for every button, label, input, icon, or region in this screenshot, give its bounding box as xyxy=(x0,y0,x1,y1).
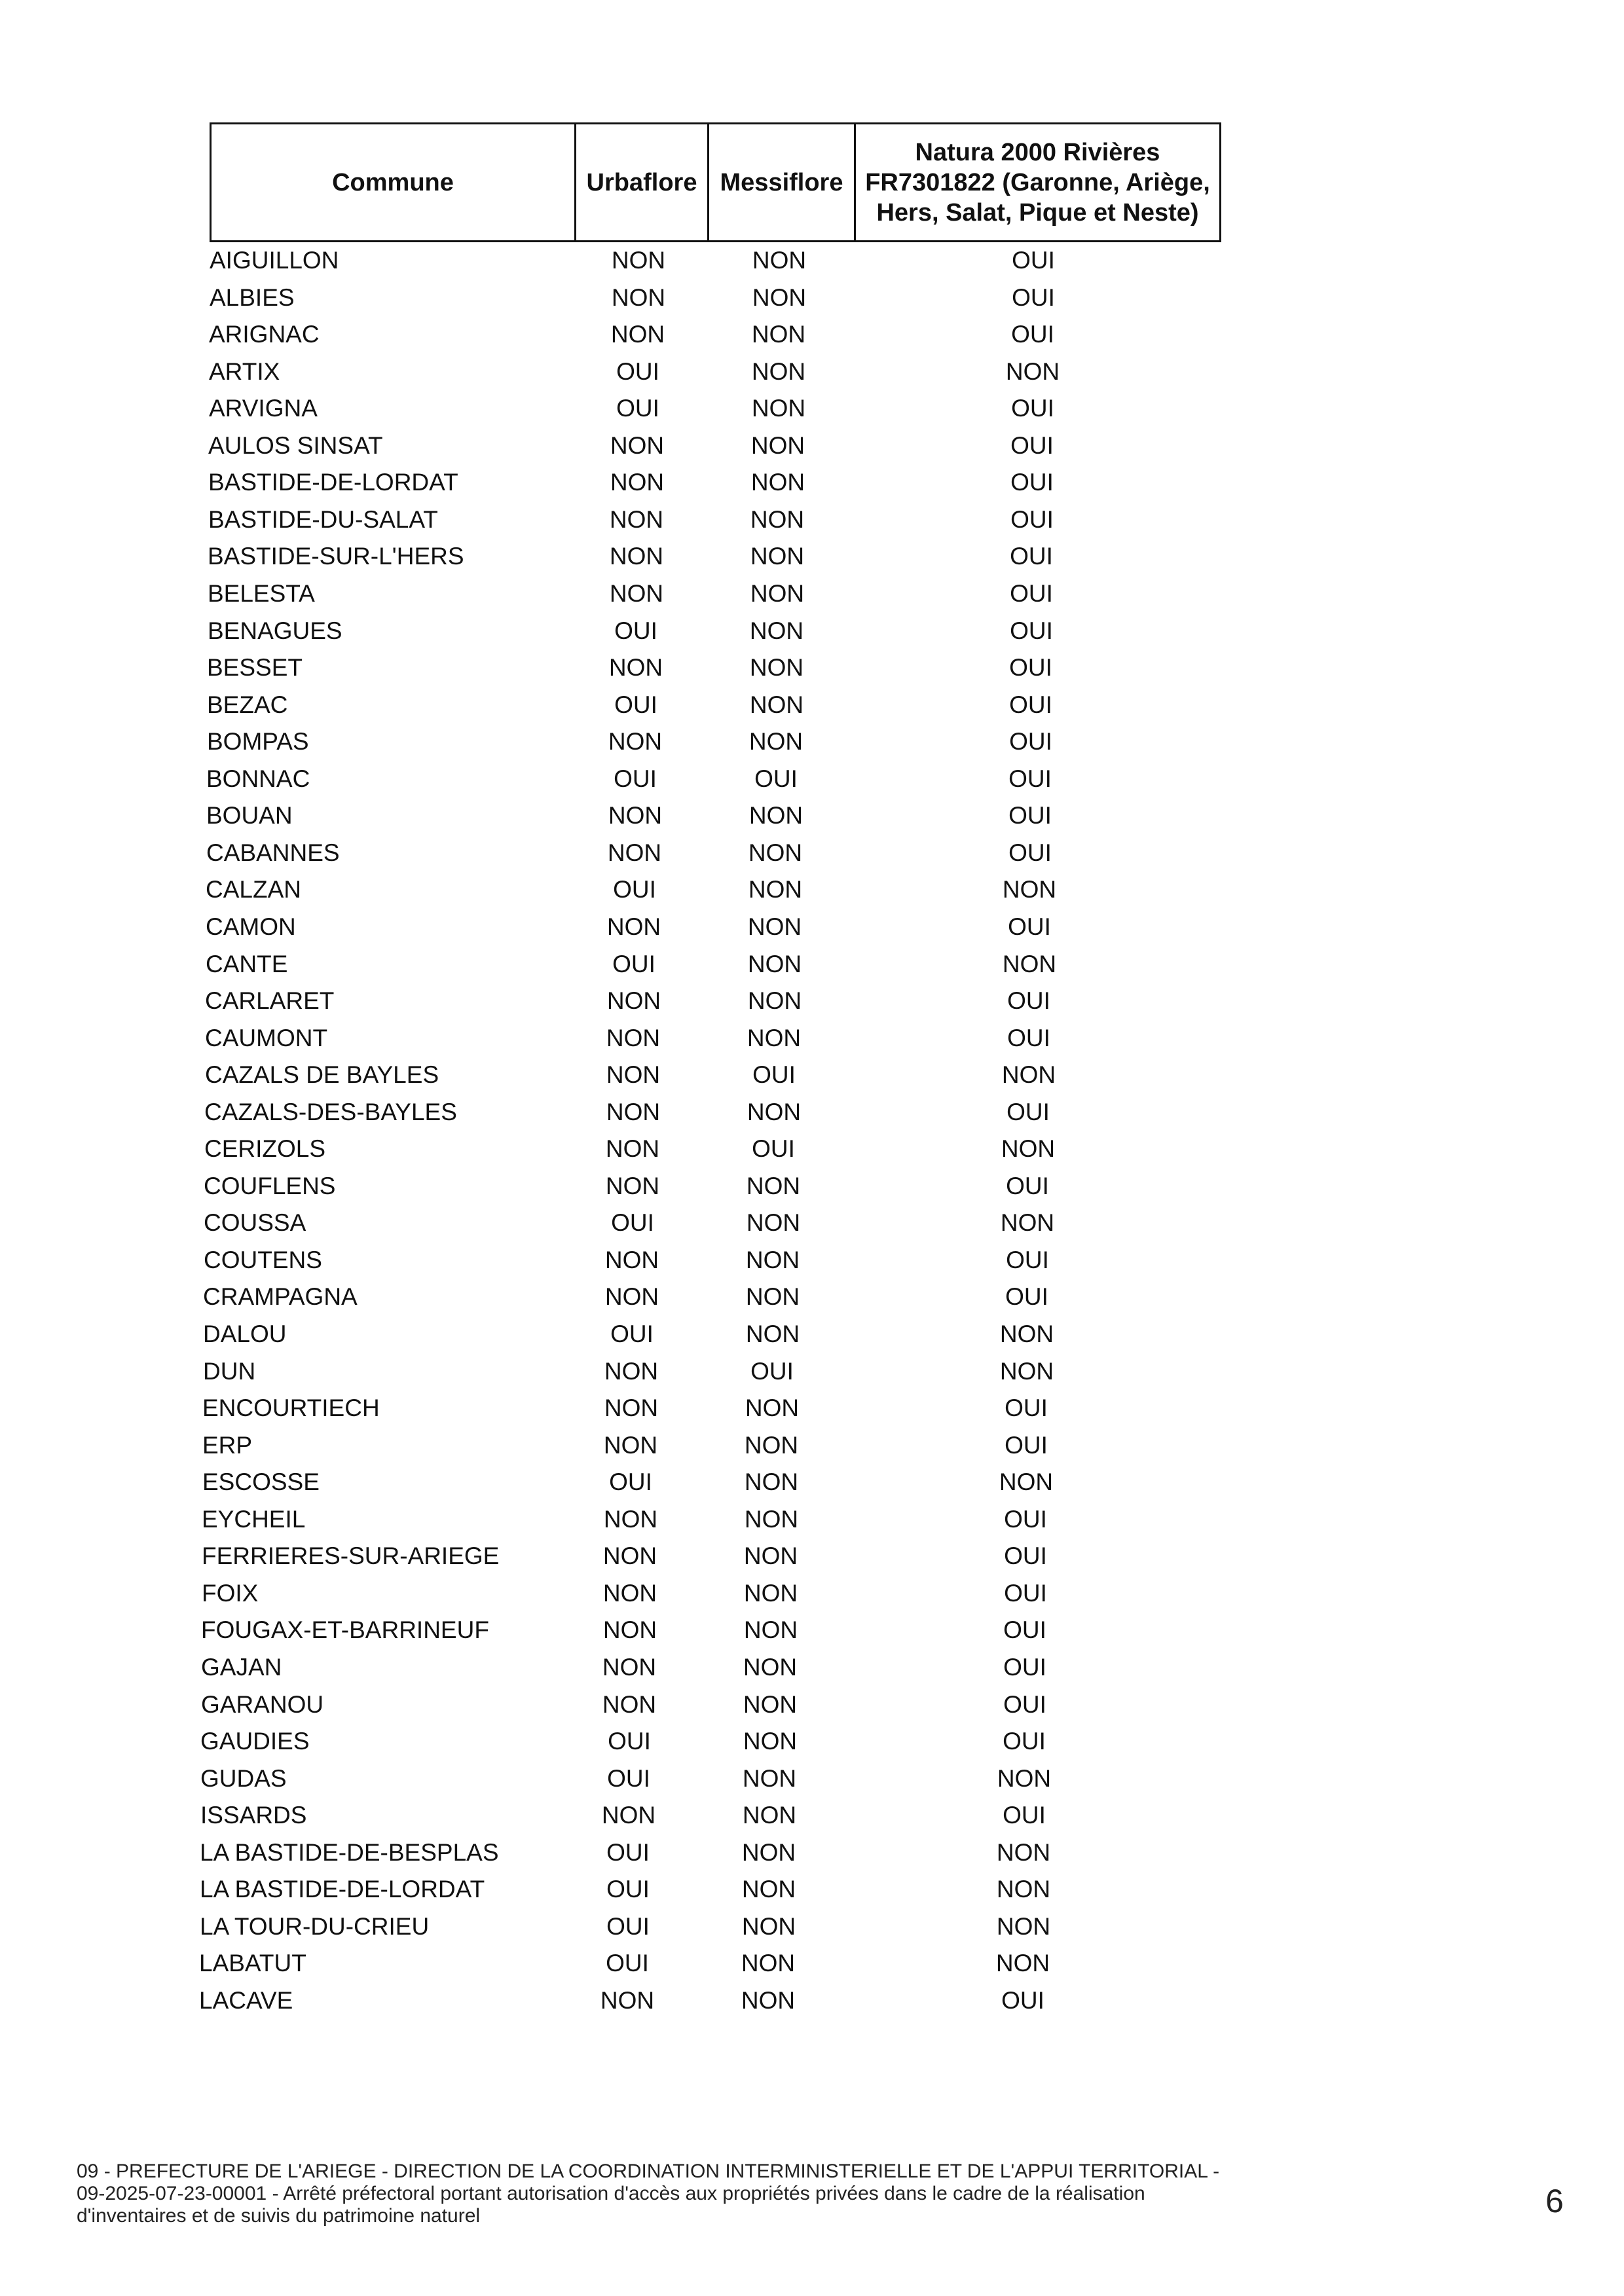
cell-messiflore: NON xyxy=(744,1432,799,1459)
cell-messiflore: NON xyxy=(744,1506,799,1533)
cell-commune: CRAMPAGNA xyxy=(203,1283,358,1310)
cell-messiflore: NON xyxy=(750,432,805,459)
cell-commune: CALZAN xyxy=(206,876,301,903)
cell-urbaflore: OUI xyxy=(606,1876,650,1903)
cell-urbaflore: NON xyxy=(610,432,665,459)
cell-urbaflore: OUI xyxy=(610,1321,654,1347)
cell-messiflore: NON xyxy=(747,1025,802,1051)
cell-commune: AIGUILLON xyxy=(210,247,339,274)
table-row xyxy=(0,242,1310,279)
cell-messiflore: NON xyxy=(748,728,803,755)
cell-urbaflore: NON xyxy=(600,1987,655,2014)
cell-natura: OUI xyxy=(1005,1432,1048,1459)
cell-commune: BOUAN xyxy=(206,802,293,829)
cell-commune: ENCOURTIECH xyxy=(202,1394,380,1421)
cell-urbaflore: OUI xyxy=(614,765,657,792)
cell-natura: OUI xyxy=(1009,691,1052,718)
cell-natura: NON xyxy=(999,1468,1054,1495)
table-row xyxy=(0,797,1310,834)
cell-urbaflore: NON xyxy=(608,654,663,681)
cell-messiflore: NON xyxy=(746,1209,801,1236)
cell-messiflore: OUI xyxy=(752,1135,795,1162)
header-commune: Commune xyxy=(212,124,576,240)
cell-urbaflore: NON xyxy=(609,543,664,570)
cell-natura: OUI xyxy=(1005,1283,1048,1310)
cell-messiflore: NON xyxy=(743,1691,798,1718)
cell-messiflore: NON xyxy=(743,1542,798,1569)
table-row xyxy=(0,501,1310,538)
cell-urbaflore: NON xyxy=(606,1099,661,1125)
cell-messiflore: NON xyxy=(743,1654,798,1681)
table-row xyxy=(0,723,1310,760)
cell-urbaflore: OUI xyxy=(606,1913,650,1940)
table-row xyxy=(0,613,1310,649)
cell-urbaflore: NON xyxy=(604,1358,659,1385)
cell-urbaflore: NON xyxy=(606,1025,661,1051)
table-row xyxy=(0,946,1310,983)
table-row xyxy=(0,280,1310,316)
table-row xyxy=(0,464,1310,501)
cell-commune: LA TOUR-DU-CRIEU xyxy=(200,1913,430,1940)
table-row xyxy=(0,1279,1310,1315)
cell-messiflore: NON xyxy=(747,951,802,977)
cell-urbaflore: NON xyxy=(610,321,665,348)
table-row xyxy=(0,1020,1310,1057)
cell-urbaflore: NON xyxy=(602,1616,657,1643)
cell-messiflore: NON xyxy=(747,913,802,940)
cell-commune: ISSARDS xyxy=(200,1802,307,1829)
cell-natura: OUI xyxy=(1010,543,1053,570)
table-row xyxy=(0,538,1310,575)
cell-commune: COUTENS xyxy=(204,1247,322,1273)
table-row xyxy=(0,1242,1310,1279)
cell-messiflore: NON xyxy=(743,1616,798,1643)
header-natura-line2: FR7301822 (Garonne, Ariège, xyxy=(865,168,1210,196)
cell-natura: OUI xyxy=(1009,654,1052,681)
cell-commune: GARANOU xyxy=(201,1691,324,1718)
cell-natura: OUI xyxy=(1003,1691,1046,1718)
cell-natura: NON xyxy=(1002,876,1057,903)
table-row xyxy=(0,1205,1310,1241)
cell-messiflore: NON xyxy=(751,395,806,422)
cell-commune: LA BASTIDE-DE-BESPLAS xyxy=(200,1839,499,1866)
header-natura-line1: Natura 2000 Rivières xyxy=(915,138,1160,166)
cell-messiflore: NON xyxy=(748,876,803,903)
cell-natura: OUI xyxy=(1001,1987,1044,2014)
cell-urbaflore: OUI xyxy=(613,876,656,903)
cell-messiflore: NON xyxy=(750,469,805,496)
cell-natura: OUI xyxy=(1008,839,1052,866)
table-row xyxy=(0,1057,1310,1093)
cell-commune: CABANNES xyxy=(206,839,340,866)
table-row xyxy=(0,1760,1310,1797)
cell-messiflore: NON xyxy=(750,580,805,607)
table-row xyxy=(0,390,1310,427)
cell-commune: CAZALS-DES-BAYLES xyxy=(204,1099,457,1125)
cell-messiflore: NON xyxy=(749,617,804,644)
cell-messiflore: NON xyxy=(741,1876,796,1903)
cell-commune: BESSET xyxy=(207,654,303,681)
cell-natura: NON xyxy=(1002,951,1057,977)
cell-commune: DALOU xyxy=(203,1321,287,1347)
cell-natura: OUI xyxy=(1007,987,1050,1014)
cell-urbaflore: NON xyxy=(608,802,663,829)
cell-natura: OUI xyxy=(1012,284,1055,311)
cell-messiflore: NON xyxy=(741,1913,796,1940)
table-row xyxy=(0,1464,1310,1501)
table-row xyxy=(0,983,1310,1019)
cell-natura: OUI xyxy=(1010,432,1054,459)
cell-messiflore: NON xyxy=(749,691,804,718)
cell-commune: BASTIDE-SUR-L'HERS xyxy=(208,543,464,570)
cell-urbaflore: NON xyxy=(604,1394,659,1421)
table-row xyxy=(0,1131,1310,1167)
table-row xyxy=(0,1686,1310,1723)
cell-natura: NON xyxy=(996,1876,1051,1903)
cell-natura: OUI xyxy=(1011,395,1054,422)
cell-urbaflore: NON xyxy=(604,1247,659,1273)
cell-natura: OUI xyxy=(1006,1173,1049,1199)
cell-commune: ESCOSSE xyxy=(202,1468,320,1495)
cell-commune: BASTIDE-DU-SALAT xyxy=(208,506,438,533)
cell-commune: GAJAN xyxy=(201,1654,282,1681)
cell-messiflore: NON xyxy=(745,1321,800,1347)
cell-natura: NON xyxy=(996,1913,1051,1940)
cell-urbaflore: NON xyxy=(609,506,664,533)
cell-natura: NON xyxy=(997,1765,1052,1792)
cell-commune: ARVIGNA xyxy=(209,395,318,422)
cell-commune: LABATUT xyxy=(199,1950,306,1977)
cell-messiflore: NON xyxy=(743,1728,798,1755)
cell-messiflore: NON xyxy=(742,1802,797,1829)
cell-natura: NON xyxy=(1001,1061,1056,1088)
cell-messiflore: OUI xyxy=(752,1061,796,1088)
cell-urbaflore: OUI xyxy=(608,1728,651,1755)
table-row xyxy=(0,1871,1310,1908)
cell-natura: OUI xyxy=(1003,1654,1046,1681)
table-row xyxy=(0,1094,1310,1131)
cell-urbaflore: NON xyxy=(610,469,665,496)
cell-urbaflore: NON xyxy=(603,1432,658,1459)
cell-natura: OUI xyxy=(1003,1728,1046,1755)
cell-messiflore: NON xyxy=(750,543,805,570)
cell-urbaflore: NON xyxy=(602,1542,657,1569)
cell-natura: OUI xyxy=(1010,506,1054,533)
cell-natura: OUI xyxy=(1008,913,1051,940)
cell-natura: OUI xyxy=(1010,469,1054,496)
table-row xyxy=(0,871,1310,908)
cell-commune: LA BASTIDE-DE-LORDAT xyxy=(200,1876,485,1903)
page-number: 6 xyxy=(1545,2183,1564,2219)
table-row xyxy=(0,1908,1310,1945)
footer-line1: 09 - PREFECTURE DE L'ARIEGE - DIRECTION DE LA COORDINATION INTERMINISTERIELLE ET DE L'APPUI TERRITORIAL - xyxy=(77,2160,1220,2182)
cell-natura: OUI xyxy=(1005,1394,1048,1421)
cell-commune: CANTE xyxy=(206,951,288,977)
table-row xyxy=(0,835,1310,871)
table-row xyxy=(0,1575,1310,1612)
cell-commune: ALBIES xyxy=(210,284,295,311)
cell-natura: OUI xyxy=(1012,247,1055,274)
cell-commune: BONNAC xyxy=(206,765,310,792)
table-row xyxy=(0,649,1310,686)
cell-urbaflore: NON xyxy=(611,247,666,274)
table-row xyxy=(0,1649,1310,1686)
cell-messiflore: NON xyxy=(752,247,807,274)
cell-urbaflore: OUI xyxy=(614,617,657,644)
cell-natura: NON xyxy=(1001,1135,1056,1162)
cell-natura: NON xyxy=(996,1839,1051,1866)
table-header xyxy=(210,122,1221,242)
cell-natura: OUI xyxy=(1008,802,1052,829)
cell-urbaflore: NON xyxy=(609,580,664,607)
header-natura xyxy=(856,124,1219,240)
table-row xyxy=(0,1390,1310,1427)
cell-natura: OUI xyxy=(1003,1616,1046,1643)
cell-urbaflore: NON xyxy=(606,1061,661,1088)
cell-natura: OUI xyxy=(1007,1025,1050,1051)
cell-natura: OUI xyxy=(1011,321,1054,348)
cell-commune: CERIZOLS xyxy=(204,1135,326,1162)
cell-commune: DUN xyxy=(203,1358,256,1385)
cell-urbaflore: NON xyxy=(602,1654,657,1681)
cell-commune: ARTIX xyxy=(209,358,280,385)
cell-urbaflore: NON xyxy=(601,1802,656,1829)
table-row xyxy=(0,428,1310,464)
cell-natura: OUI xyxy=(1004,1580,1047,1607)
cell-urbaflore: OUI xyxy=(606,1839,650,1866)
table-row xyxy=(0,1945,1310,1982)
cell-commune: GAUDIES xyxy=(200,1728,310,1755)
table-row xyxy=(0,1982,1310,2019)
table-row xyxy=(0,1168,1310,1205)
cell-natura: OUI xyxy=(1004,1506,1047,1533)
cell-messiflore: NON xyxy=(747,987,802,1014)
cell-messiflore: NON xyxy=(741,1987,796,2014)
header-urbaflore: Urbaflore xyxy=(576,124,709,240)
cell-urbaflore: NON xyxy=(605,1173,660,1199)
cell-urbaflore: OUI xyxy=(606,1950,649,1977)
cell-commune: BENAGUES xyxy=(208,617,342,644)
table-row xyxy=(0,1353,1310,1390)
cell-urbaflore: OUI xyxy=(616,395,659,422)
cell-messiflore: NON xyxy=(749,654,804,681)
table-row xyxy=(0,1501,1310,1538)
cell-messiflore: OUI xyxy=(750,1358,794,1385)
table-row xyxy=(0,909,1310,945)
cell-commune: ERP xyxy=(202,1432,253,1459)
cell-urbaflore: NON xyxy=(607,839,662,866)
cell-urbaflore: NON xyxy=(604,1283,659,1310)
table-row xyxy=(0,1723,1310,1760)
cell-urbaflore: NON xyxy=(602,1691,657,1718)
cell-natura: NON xyxy=(1000,1209,1055,1236)
header-messiflore: Messiflore xyxy=(709,124,856,240)
cell-commune: CAUMONT xyxy=(205,1025,328,1051)
footer-line2: 09-2025-07-23-00001 - Arrêté préfectoral portant autorisation d'accès aux propriétés privées dans le cadre de la réalisation xyxy=(77,2183,1145,2204)
table-row xyxy=(0,1538,1310,1575)
cell-messiflore: NON xyxy=(751,358,806,385)
cell-commune: CAZALS DE BAYLES xyxy=(205,1061,439,1088)
cell-commune: GUDAS xyxy=(200,1765,287,1792)
cell-commune: FERRIERES-SUR-ARIEGE xyxy=(202,1542,500,1569)
cell-messiflore: NON xyxy=(741,1950,796,1977)
table-row xyxy=(0,1797,1310,1834)
table-row xyxy=(0,687,1310,723)
cell-commune: CARLARET xyxy=(205,987,335,1014)
header-natura-line3: Hers, Salat, Pique et Neste) xyxy=(876,198,1199,227)
cell-messiflore: NON xyxy=(745,1283,800,1310)
cell-urbaflore: OUI xyxy=(611,1209,654,1236)
cell-urbaflore: NON xyxy=(606,913,661,940)
cell-messiflore: NON xyxy=(750,506,805,533)
cell-urbaflore: OUI xyxy=(607,1765,650,1792)
cell-messiflore: NON xyxy=(744,1468,799,1495)
cell-messiflore: NON xyxy=(741,1839,796,1866)
cell-urbaflore: NON xyxy=(606,987,661,1014)
cell-urbaflore: NON xyxy=(605,1135,660,1162)
cell-natura: OUI xyxy=(1004,1542,1047,1569)
table-row xyxy=(0,761,1310,797)
cell-urbaflore: NON xyxy=(603,1506,658,1533)
footer xyxy=(77,2160,1386,2232)
cell-commune: CAMON xyxy=(206,913,296,940)
cell-natura: OUI xyxy=(1008,765,1052,792)
cell-natura: NON xyxy=(999,1358,1054,1385)
cell-commune: COUFLENS xyxy=(204,1173,336,1199)
table-row xyxy=(0,1612,1310,1649)
cell-messiflore: NON xyxy=(742,1765,797,1792)
cell-commune: LACAVE xyxy=(199,1987,293,2014)
cell-messiflore: NON xyxy=(743,1580,798,1607)
cell-messiflore: NON xyxy=(751,321,806,348)
cell-messiflore: NON xyxy=(746,1173,801,1199)
cell-urbaflore: NON xyxy=(611,284,666,311)
cell-messiflore: NON xyxy=(745,1247,800,1273)
cell-urbaflore: OUI xyxy=(614,691,657,718)
table-row xyxy=(0,1316,1310,1353)
cell-natura: OUI xyxy=(1009,728,1052,755)
cell-messiflore: NON xyxy=(752,284,807,311)
cell-urbaflore: NON xyxy=(608,728,663,755)
cell-natura: OUI xyxy=(1010,580,1053,607)
cell-natura: OUI xyxy=(1010,617,1053,644)
table-row xyxy=(0,354,1310,390)
cell-messiflore: NON xyxy=(745,1394,800,1421)
cell-messiflore: NON xyxy=(748,839,803,866)
cell-natura: OUI xyxy=(1006,1247,1049,1273)
cell-natura: NON xyxy=(999,1321,1054,1347)
cell-commune: FOUGAX-ET-BARRINEUF xyxy=(201,1616,489,1643)
cell-natura: NON xyxy=(1005,358,1060,385)
cell-commune: EYCHEIL xyxy=(202,1506,306,1533)
cell-commune: BELESTA xyxy=(208,580,315,607)
cell-commune: FOIX xyxy=(202,1580,259,1607)
table-row xyxy=(0,1834,1310,1871)
cell-commune: BEZAC xyxy=(207,691,288,718)
cell-commune: BASTIDE-DE-LORDAT xyxy=(208,469,458,496)
cell-commune: COUSSA xyxy=(204,1209,306,1236)
footer-line3: d'inventaires et de suivis du patrimoine naturel xyxy=(77,2205,481,2227)
cell-commune: BOMPAS xyxy=(207,728,309,755)
table-row xyxy=(0,1427,1310,1464)
cell-urbaflore: OUI xyxy=(612,951,655,977)
table-row xyxy=(0,316,1310,353)
cell-messiflore: OUI xyxy=(754,765,798,792)
cell-natura: OUI xyxy=(1006,1099,1050,1125)
cell-messiflore: NON xyxy=(748,802,803,829)
cell-urbaflore: NON xyxy=(602,1580,657,1607)
cell-natura: OUI xyxy=(1003,1802,1046,1829)
cell-natura: NON xyxy=(995,1950,1050,1977)
cell-messiflore: NON xyxy=(747,1099,802,1125)
table-row xyxy=(0,575,1310,612)
cell-commune: AULOS SINSAT xyxy=(208,432,383,459)
cell-urbaflore: OUI xyxy=(616,358,659,385)
cell-urbaflore: OUI xyxy=(609,1468,652,1495)
cell-commune: ARIGNAC xyxy=(209,321,320,348)
